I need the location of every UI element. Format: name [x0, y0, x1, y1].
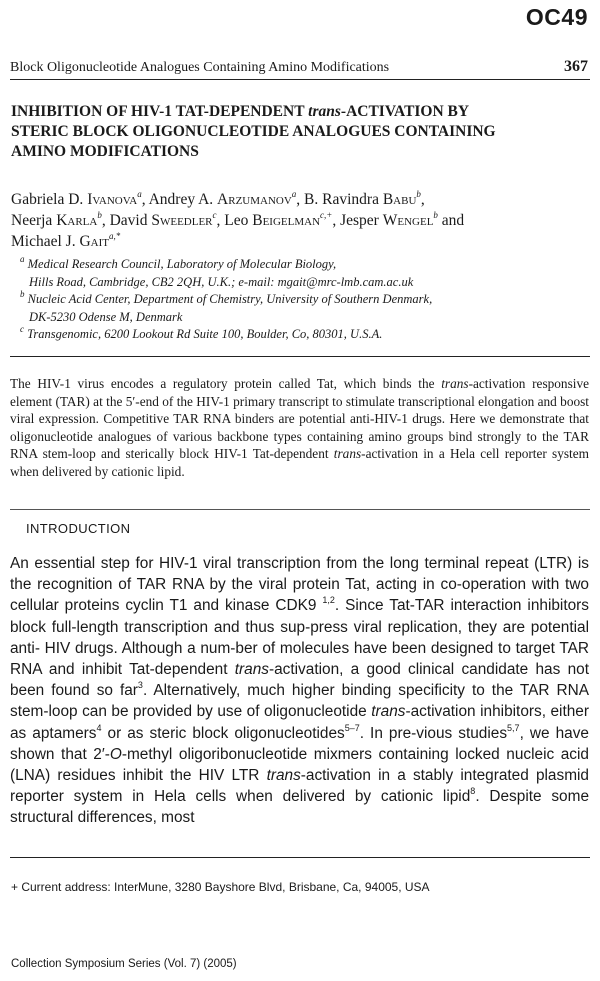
paper-title: INHIBITION OF HIV-1 TAT-DEPENDENT trans-ACTIVATION BY STERIC BLOCK OLIGONUCLEOTIDE ANALOGUES CONTAINING AMINO MODIFICATIONS	[11, 103, 496, 160]
running-head-title: Block Oligonucleotide Analogues Containing Amino Modifications	[10, 60, 390, 75]
author: David Sweedler$^c$,	[109, 209, 225, 229]
author: Andrey A. Arzumanov$^a$,	[148, 188, 305, 208]
affiliation-b: $^b$ Nucleic Acid Center, Department of Chemistry, University of Southern Denmark,	[20, 289, 433, 307]
author: Michael J. Gait$^{a,*}$	[11, 230, 121, 250]
affiliation-c: $^c$ Transgenomic, 6200 Lookout Rd Suite 100, Boulder, Co, 80301, U.S.A.	[20, 324, 383, 342]
author: Jesper Wengel$^b$ and	[340, 209, 465, 229]
section-heading-introduction: INTRODUCTION	[26, 521, 131, 536]
paper-code: OC49	[525, 4, 588, 30]
author: B. Ravindra Babu$^b$,	[304, 188, 425, 208]
running-head	[10, 60, 588, 76]
author-list	[11, 189, 590, 252]
page-number: 367	[564, 58, 588, 75]
author: Gabriela D. Ivanova$^a$,	[11, 188, 149, 208]
introduction-paragraph: An essential step for HIV-1 viral transcription from the long terminal repeat (LTR) is the recognition of TAR RNA by the viral protein Tat, acting in co-operation with two cellular proteins cyclin T1 and kinase CDK9 $^{1,2}$. Since Tat-TAR interaction inhibitors block full-length transcription and thus sup-press viral replication, they are potential anti- HIV drugs. Although a num-ber of molecules have been designed to target TAR RNA and inhibit Tat-dependent trans-activation, a good clinical candidate has not been found so far$^3$. Alternatively, much higher binding specificity to the TAR RNA stem-loop can be provided by use of oligonucleotide trans-activation inhibitors, either as aptamers$^4$ or as steric block oligonucleotides$^{5-7}$. In pre-vious studies$^{5,7}$, we have shown that 2′-O-methyl oligoribonucleotide mixmers containing locked nucleic acid (LNA) residues inhibit the HIV LTR trans-activation in a stably integrated plasmid reporter system in Hela cells when delivered by cationic lipid$^8$. Despite some structural differences, most	[10, 555, 589, 827]
footnote-rule	[10, 857, 590, 858]
abstract-rule	[10, 356, 590, 357]
header-rule	[10, 79, 590, 80]
series-footer: Collection Symposium Series (Vol. 7) (2005)	[11, 958, 237, 970]
affiliations: $^a$ Medical Research Council, Laboratory of Molecular Biology, Hills Road, Cambridge, CB2 2QH, U.K.; e-mail: mgait@mrc-lmb.cam.ac.uk $^b$ Nucleic Acid Center, Department of Chemistry, University of Southern Denmark, DK-5230 Odense M, Denmark $^c$ Transgenomic, 6200 Lookout Rd Suite 100, Boulder, Co, 80301, U.S.A.	[20, 256, 580, 344]
section-rule	[10, 509, 590, 510]
abstract: The HIV-1 virus encodes a regulatory protein called Tat, which binds the trans-activation responsive element (TAR) at the 5′-end of the HIV-1 primary transcript to stimulate transcriptional elongation and boost viral expression. Competitive TAR RNA binders are potential anti-HIV-1 drugs. Here we demonstrate that oligonucleotide analogues of various backbone types containing amino groups bind strongly to the TAR RNA stem-loop and sterically block HIV-1 Tat-dependent trans-activation in a Hela cell reporter system when delivered by cationic lipid.	[10, 376, 589, 479]
footnote: + Current address: InterMune, 3280 Bayshore Blvd, Brisbane, Ca, 94005, USA	[11, 880, 430, 894]
affiliation-a: $^a$ Medical Research Council, Laboratory of Molecular Biology,	[20, 253, 337, 271]
author: Neerja Karla$^b$,	[11, 209, 110, 229]
author: Leo Beigelman$^{c,+}$,	[224, 209, 341, 229]
